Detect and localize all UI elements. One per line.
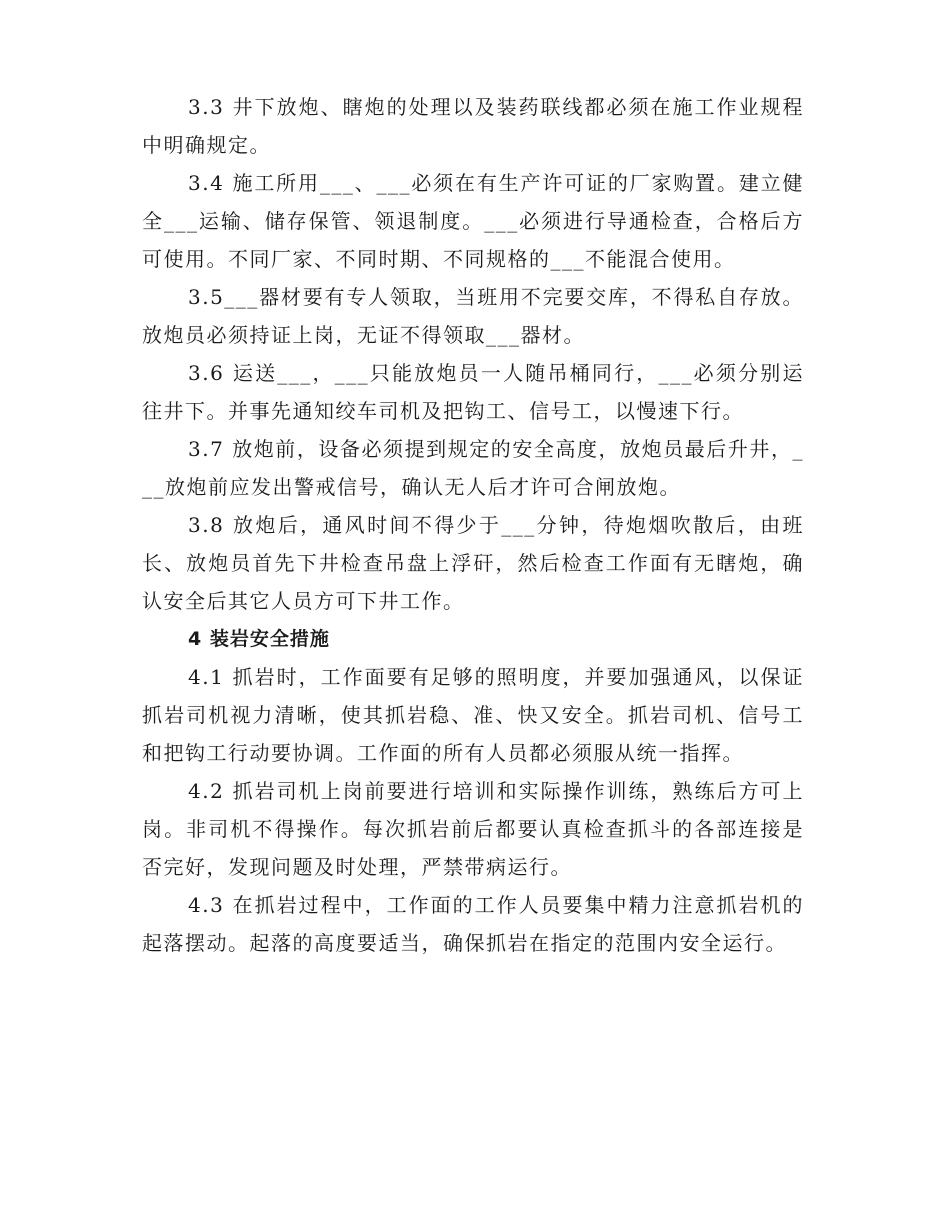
paragraph-3-3: 3.3 井下放炮、瞎炮的处理以及装药联线都必须在施工作业规程中明确规定。	[142, 95, 804, 157]
section-heading-4: 4 装岩安全措施	[188, 628, 330, 650]
paragraph-3-8: 3.8 放炮后，通风时间不得少于___分钟，待炮烟吹散后，由班长、放炮员首先下井检查吊盘上浮矸，然后检查工作面有无瞎炮，确认安全后其它人员方可下井工作。	[142, 513, 804, 613]
paragraph-4-3: 4.3 在抓岩过程中，工作面的工作人员要集中精力注意抓岩机的起落摆动。起落的高度要适当，确保抓岩在指定的范围内安全运行。	[142, 893, 804, 955]
paragraph-3-5: 3.5___器材要有专人领取，当班用不完要交库，不得私自存放。放炮员必须持证上岗，无证不得领取___器材。	[142, 285, 804, 347]
paragraph-3-4: 3.4 施工所用___、___必须在有生产许可证的厂家购置。建立健全___运输、储存保管、领退制度。___必须进行导通检查，合格后方可使用。不同厂家、不同时期、不同规格的___不能混合使用。	[142, 171, 804, 271]
paragraph-3-6: 3.6 运送___，___只能放炮员一人随吊桶同行，___必须分别运往井下。并事先通知绞车司机及把钩工、信号工，以慢速下行。	[142, 361, 804, 423]
paragraph-3-7: 3.7 放炮前，设备必须提到规定的安全高度，放炮员最后升井，___放炮前应发出警戒信号，确认无人后才许可合闸放炮。	[142, 437, 804, 499]
paragraph-4-2: 4.2 抓岩司机上岗前要进行培训和实际操作训练，熟练后方可上岗。非司机不得操作。每次抓岩前后都要认真检查抓斗的各部连接是否完好，发现问题及时处理，严禁带病运行。	[142, 779, 804, 879]
paragraph-4-1: 4.1 抓岩时，工作面要有足够的照明度，并要加强通风，以保证抓岩司机视力清晰，使其抓岩稳、准、快又安全。抓岩司机、信号工和把钩工行动要协调。工作面的所有人员都必须服从统一指挥。	[142, 665, 804, 765]
document-body	[142, 88, 804, 962]
